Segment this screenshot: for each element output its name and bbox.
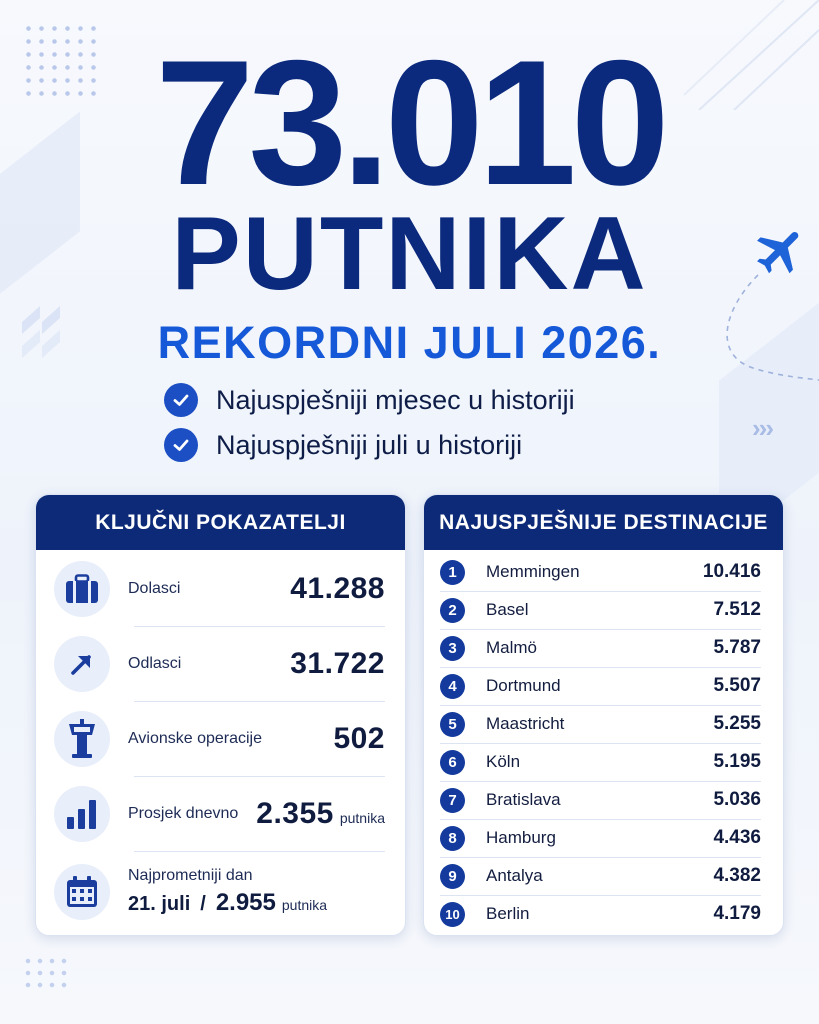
destination-name: Memmingen <box>486 562 580 581</box>
bar-chart-icon <box>54 786 110 842</box>
kpi-row-operations <box>54 702 385 776</box>
kpi-value: 502 <box>333 722 385 755</box>
kpi-label: Avionske operacije <box>128 730 263 747</box>
destination-row <box>440 819 761 857</box>
rank-badge: 9 <box>440 864 465 889</box>
separator: / <box>200 893 206 915</box>
check-circle-icon <box>164 428 198 462</box>
kpi-value <box>256 797 385 831</box>
busiest-day-date: 21. juli <box>128 893 191 915</box>
kpi-label: Najprometniji dan <box>128 867 253 884</box>
kpi-row-daily-average <box>54 777 385 851</box>
kpi-panel <box>35 494 406 936</box>
rank-badge: 5 <box>440 712 465 737</box>
rank-badge: 4 <box>440 674 465 699</box>
destination-name: Berlin <box>486 904 530 923</box>
flight-path-icon <box>718 270 819 390</box>
dot-pattern-bottom <box>22 955 72 989</box>
rank-badge: 2 <box>440 598 465 623</box>
destination-name: Köln <box>486 752 521 771</box>
destination-row <box>440 895 761 933</box>
destination-row <box>440 857 761 895</box>
destination-value: 5.195 <box>713 751 761 772</box>
rank-badge: 3 <box>440 636 465 661</box>
highlight-text: Najuspješniji juli u historiji <box>216 429 523 460</box>
destination-name: Dortmund <box>486 676 561 695</box>
destination-row <box>440 781 761 819</box>
arrow-up-right-icon <box>54 636 110 692</box>
rank-badge: 7 <box>440 788 465 813</box>
destination-row <box>440 629 761 667</box>
rank-badge: 6 <box>440 750 465 775</box>
highlight-item <box>164 428 522 462</box>
busiest-day-line <box>128 889 327 917</box>
highlight-item <box>164 383 575 417</box>
destination-value: 4.436 <box>713 827 761 848</box>
suitcase-icon <box>54 561 110 617</box>
check-circle-icon <box>164 383 198 417</box>
destination-value: 4.179 <box>713 903 761 924</box>
calendar-icon <box>54 864 110 920</box>
busiest-day-block <box>128 867 327 917</box>
rank-badge: 10 <box>440 902 465 927</box>
destination-name: Maastricht <box>486 714 565 733</box>
highlight-text: Najuspješniji mjesec u historiji <box>216 384 575 415</box>
kpi-label: Prosjek dnevno <box>128 805 239 822</box>
kpi-label: Dolasci <box>128 580 181 597</box>
kpi-row-busiest-day <box>54 854 385 930</box>
hero-subtitle: REKORDNI JULI 2026. <box>157 317 662 368</box>
arrows-right-icon: ››› <box>752 413 772 443</box>
rank-badge: 8 <box>440 826 465 851</box>
kpi-panel-title: KLJUČNI POKAZATELJI <box>36 495 405 550</box>
kpi-value: 41.288 <box>290 572 385 605</box>
destination-name: Malmö <box>486 638 538 657</box>
destination-value: 5.507 <box>713 675 761 696</box>
destination-row <box>440 667 761 705</box>
destination-value: 7.512 <box>713 599 761 620</box>
kpi-value: 31.722 <box>290 647 385 680</box>
busiest-day-value: 2.955 <box>215 889 276 916</box>
divider <box>134 851 385 852</box>
control-tower-icon <box>54 711 110 767</box>
destination-value: 5.255 <box>713 713 761 734</box>
destination-value: 4.382 <box>713 865 761 886</box>
destinations-panel-title: NAJUSPJEŠNIJE DESTINACIJE <box>424 495 783 550</box>
destination-row <box>440 743 761 781</box>
hero-word: PUTNIKA <box>171 196 648 312</box>
destination-name: Basel <box>486 600 529 619</box>
rank-badge: 1 <box>440 560 465 585</box>
kpi-row-departures <box>54 627 385 701</box>
kpi-label: Odlasci <box>128 655 182 672</box>
destination-row <box>440 705 761 743</box>
destination-value: 5.787 <box>713 637 761 658</box>
destination-name: Hamburg <box>486 828 556 847</box>
destination-name: Antalya <box>486 866 543 885</box>
kpi-row-arrivals <box>54 552 385 626</box>
destination-value: 5.036 <box>713 789 761 810</box>
kpi-unit: putnika <box>281 897 328 913</box>
destination-row <box>440 591 761 629</box>
destination-value: 10.416 <box>702 561 761 582</box>
destination-row <box>440 553 761 591</box>
destinations-panel <box>423 494 784 936</box>
hero-number: 73.010 <box>155 23 664 222</box>
destination-name: Bratislava <box>486 790 561 809</box>
kpi-value-number: 2.355 <box>256 797 334 830</box>
kpi-unit: putnika <box>339 810 385 826</box>
